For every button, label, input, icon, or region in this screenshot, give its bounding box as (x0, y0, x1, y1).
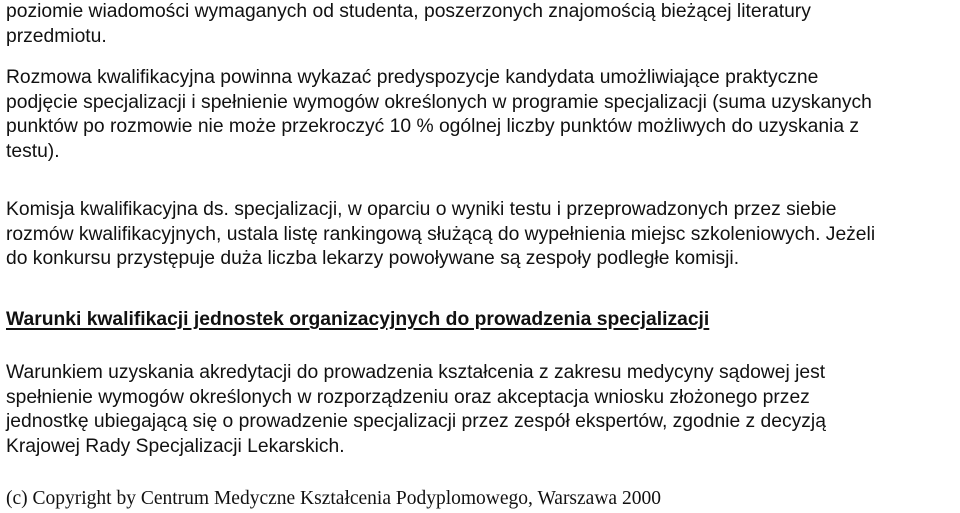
paragraph-line: poziomie wiadomości wymaganych od studenta, poszerzonych znajomością bieżącej literatury (6, 1, 811, 22)
copyright-block (6, 487, 956, 512)
paragraph-line: Warunkiem uzyskania akredytacji do prowadzenia kształcenia z zakresu medycyny sądowej jest (6, 362, 826, 383)
paragraph-line: jednostkę ubiegającą się o prowadzenie specjalizacji przez zespół ekspertów, zgodnie z decyzją (6, 411, 826, 433)
paragraph-line: rozmów kwalifikacyjnych, ustala listę rankingową służącą do wypełnienia miejsc szkoleniowych. Jeżeli (6, 223, 876, 245)
paragraph-commission (6, 198, 956, 272)
copyright-notice: (c) Copyright by Centrum Medyczne Kształcenia Podyplomowego, Warszawa 2000 (6, 488, 661, 509)
paragraph-interview (6, 66, 956, 164)
paragraph-line: Komisja kwalifikacyjna ds. specjalizacji, w oparciu o wyniki testu i przeprowadzonych przez siebie (6, 199, 837, 220)
paragraph-line: do konkursu przystępuje duża liczba lekarzy powoływane są zespoły podległe komisji. (6, 248, 740, 270)
paragraph-line: przedmiotu. (6, 25, 107, 47)
section-heading: Warunki kwalifikacji jednostek organizacyjnych do prowadzenia specjalizacji (6, 309, 710, 330)
paragraph-line: punktów po rozmowie nie może przekroczyć 10 % ogólnej liczby punktów możliwych do uzyskania z (6, 116, 860, 138)
paragraph-line: Krajowej Rady Specjalizacji Lekarskich. (6, 435, 345, 457)
paragraph-line: spełnienie wymogów określonych w rozporządzeniu oraz akceptacja wniosku złożonego przez (6, 386, 810, 408)
paragraph-line: testu). (6, 140, 60, 162)
section-heading-block (6, 308, 956, 333)
paragraph-accreditation (6, 361, 956, 459)
paragraph-intro (6, 0, 956, 49)
paragraph-line: podjęcie specjalizacji i spełnienie wymogów określonych w programie specjalizacji (suma uzyskanych (6, 91, 872, 113)
paragraph-line: Rozmowa kwalifikacyjna powinna wykazać predyspozycje kandydata umożliwiające praktyczne (6, 67, 819, 88)
